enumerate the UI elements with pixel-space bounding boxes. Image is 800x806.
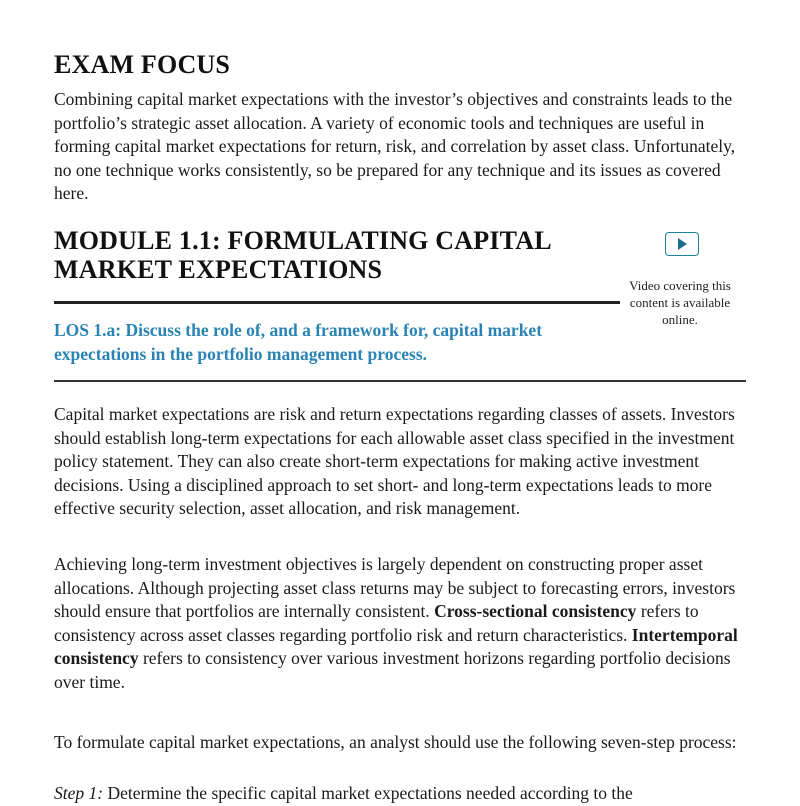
video-note: Video covering this content is available online. (629, 278, 731, 327)
paragraph-2-part-b: refers to consistency across asset classes regarding portfolio risk and return characteristics. (54, 601, 699, 645)
paragraph-2 (54, 553, 746, 694)
paragraph-1: Capital market expectations are risk and return expectations regarding classes of assets. Investors should establish long-term expectations for each allowable asset class specified in the investment policy statement. They can also create short-term expectations for making active investment decisions. Using a disciplined approach to set short- and long-term expectations leads to more effective security selection, asset allocation, and risk management. (54, 404, 735, 518)
exam-focus-text: Combining capital market expectations with the investor’s objectives and constraints leads to the portfolio’s strategic asset allocation. A variety of economic tools and techniques are useful in forming capital market expectations for return, risk, and correlation by asset class. Unfortunately, no one technique works consistently, so be prepared for any technique and its issues as covered here. (54, 89, 736, 203)
step-1-text: Determine the specific capital market expectations needed according to the (103, 783, 633, 803)
paragraph-2-part-a: Achieving long-term investment objectives is largely dependent on constructing proper asset allocations. Although projecting asset class returns may be subject to forecasting errors, investors should ensure that portfolios are internally consistent. (54, 554, 736, 621)
step-1-label: Step 1: (54, 783, 104, 803)
module-divider (54, 301, 620, 304)
play-video-icon[interactable] (665, 232, 699, 256)
step-1-line (54, 782, 746, 806)
los-divider (54, 380, 746, 382)
los-statement: LOS 1.a: Discuss the role of, and a framework for, capital market expectations in the portfolio management process. (54, 320, 543, 364)
video-callout[interactable] (614, 232, 746, 328)
exam-focus-heading: EXAM FOCUS (54, 50, 231, 79)
module-heading: MODULE 1.1: FORMULATING CAPITAL MARKET EXPECTATIONS (54, 226, 551, 284)
paragraph-3: To formulate capital market expectations, an analyst should use the following seven-step process: (54, 732, 737, 752)
paragraph-2-part-c: refers to consistency over various investment horizons regarding portfolio decisions over time. (54, 648, 731, 692)
term-intertemporal-consistency: Intertemporal consistency (54, 624, 738, 668)
term-cross-sectional-consistency: Cross-sectional consistency (434, 601, 637, 621)
